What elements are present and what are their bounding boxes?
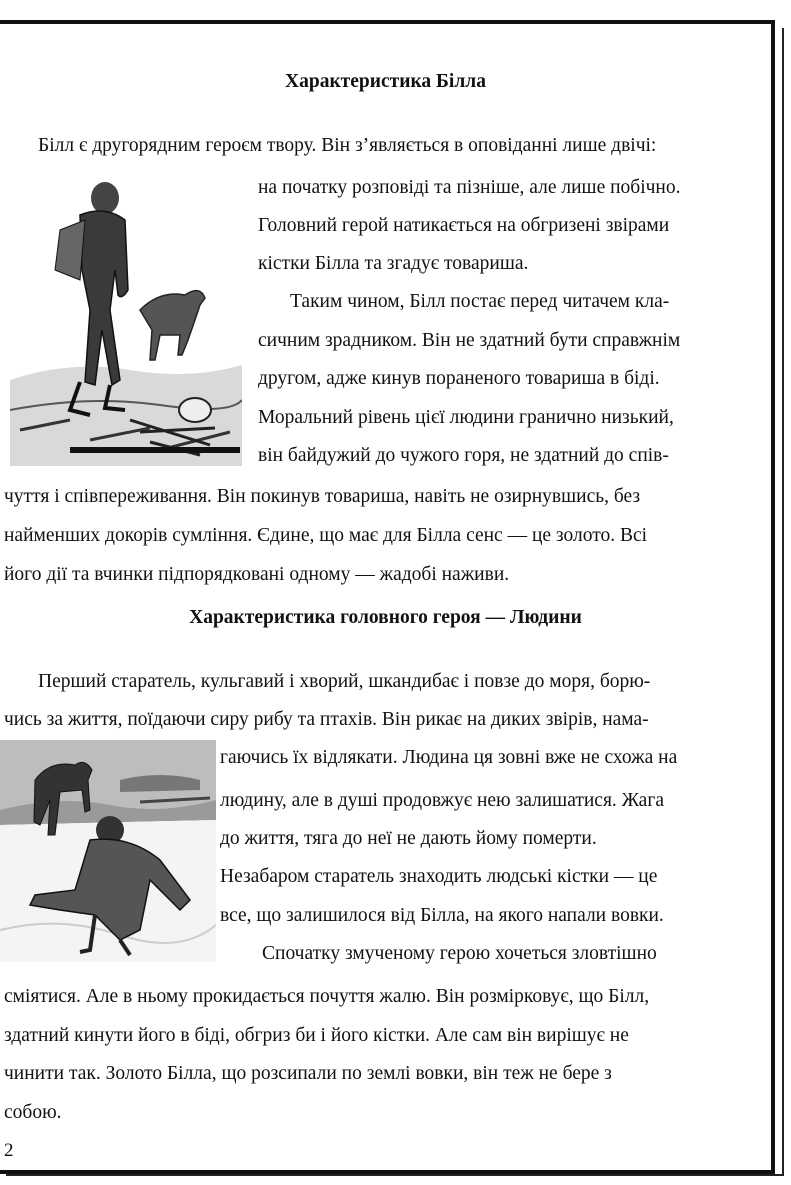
paragraph-line: кістки Білла та згадує товариша.: [258, 253, 529, 274]
paragraph-line: другом, адже кинув пораненого товариша в біді.: [258, 368, 660, 389]
page-number: 2: [4, 1140, 14, 1161]
paragraph-line: Моральний рівень цієї людини гранично низький,: [258, 407, 674, 428]
illustration-crawling-man-wolf: [0, 740, 216, 962]
paragraph-line: собою.: [4, 1102, 62, 1123]
paragraph-line: до життя, тяга до неї не дають йому померти.: [220, 828, 597, 849]
paragraph-line: Спочатку змученому герою хочеться зловтішно: [262, 943, 657, 964]
illustration-man-wolf-bones: [10, 170, 242, 466]
paragraph-line: на початку розповіді та пізніше, але лише побічно.: [258, 177, 681, 198]
paragraph-line: здатний кинути його в біді, обгриз би і його кістки. Але сам він вирішує не: [4, 1025, 629, 1046]
paragraph-line: людину, але в душі продовжує нею залишатися. Жага: [220, 790, 664, 811]
paragraph-line: найменших докорів сумління. Єдине, що має для Білла сенс — це золото. Всі: [4, 525, 648, 546]
paragraph-line: Білл є другорядним героєм твору. Він з’являється в оповіданні лише двічі:: [38, 135, 657, 156]
paragraph-line: все, що залишилося від Білла, на якого напали вовки.: [220, 905, 664, 926]
paragraph-line: Перший старатель, кульгавий і хворий, шкандибає і повзе до моря, борю-: [38, 671, 651, 692]
paragraph-line: Таким чином, Білл постає перед читачем кла-: [290, 291, 670, 312]
paragraph-line: він байдужий до чужого горя, не здатний до спів-: [258, 445, 669, 466]
section-title-bill: Характеристика Білла: [285, 71, 486, 92]
paragraph-line: сичним зрадником. Він не здатний бути справжнім: [258, 330, 681, 351]
paragraph-line: чись за життя, поїдаючи сиру рибу та птахів. Він рикає на диких звірів, нама-: [4, 709, 649, 730]
paragraph-line: Головний герой натикається на обгризені звірами: [258, 215, 670, 236]
paragraph-line: гаючись їх відлякати. Людина ця зовні вже не схожа на: [220, 747, 678, 768]
paragraph-line: його дії та вчинки підпорядковані одному — жадобі наживи.: [4, 564, 510, 585]
paragraph-line: чинити так. Золото Білла, що розсипали по землі вовки, він теж не бере з: [4, 1063, 612, 1084]
section-title-man: Характеристика головного героя — Людини: [189, 607, 582, 628]
paragraph-line: чуття і співпереживання. Він покинув товариша, навіть не озирнувшись, без: [4, 486, 641, 507]
paragraph-line: Незабаром старатель знаходить людські кістки — це: [220, 866, 658, 887]
paragraph-line: сміятися. Але в ньому прокидається почуття жалю. Він розмірковує, що Білл,: [4, 986, 650, 1007]
